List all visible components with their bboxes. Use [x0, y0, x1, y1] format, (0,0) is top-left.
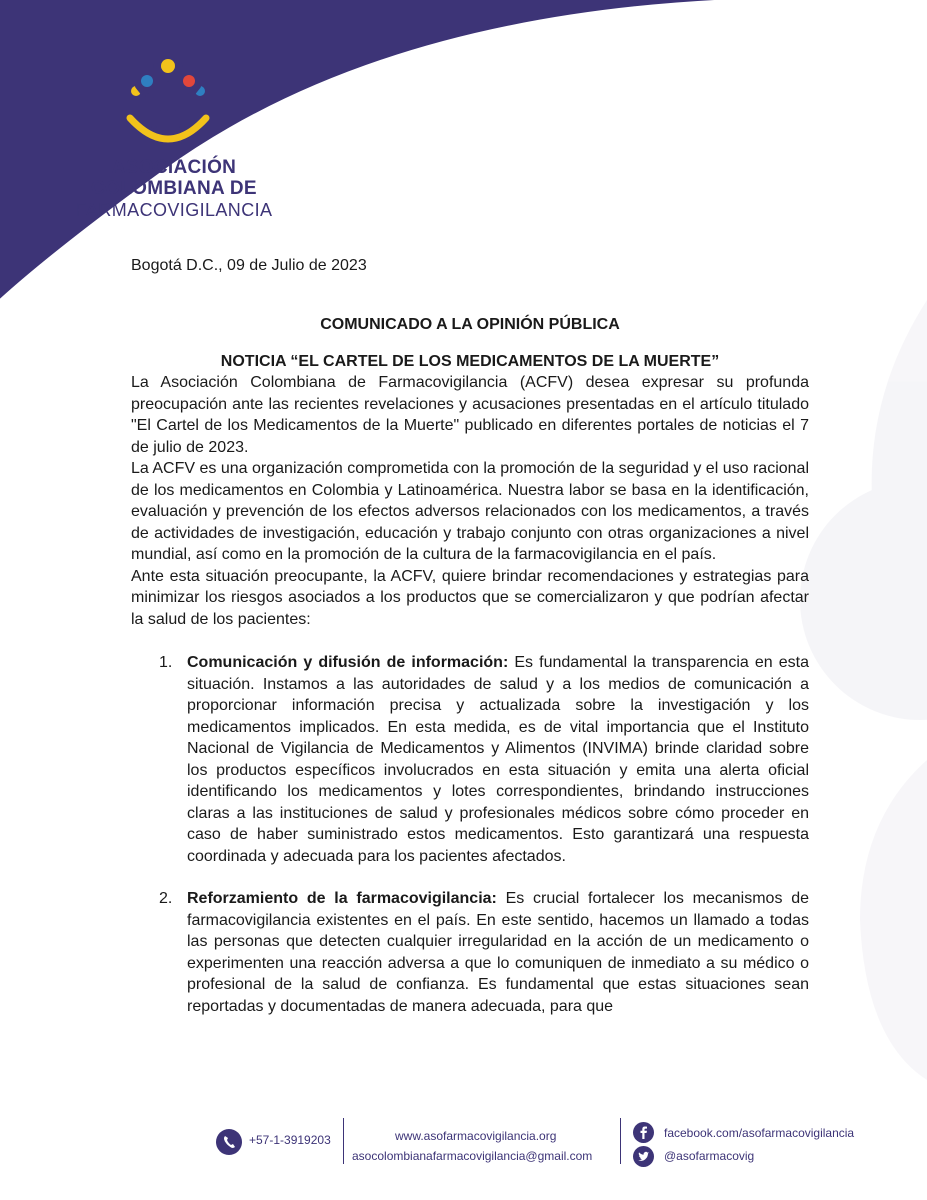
facebook-link[interactable]: facebook.com/asofarmacovigilancia	[664, 1126, 855, 1140]
footer-divider	[620, 1118, 621, 1164]
item-text: Es crucial fortalecer los mecanismos de farmacovigilancia existentes en el país. En este sentido, hacemos un llamado a todas las personas que detecten cualquier irregularidad en la acción de un medicamento o experimenten una reacción adversa a que lo comuniquen de inmediato a su médico o profesional de la salud de confianza. Es fundamental que estas situaciones sean reportadas y documentadas de manera adecuada, para que	[187, 890, 809, 1015]
letter-body	[131, 256, 809, 1017]
item-title: Reforzamiento de la farmacovigilancia:	[187, 890, 497, 907]
org-name	[70, 157, 278, 221]
org-logo	[118, 56, 218, 156]
watermark	[800, 300, 927, 1080]
item-text: Es fundamental la transparencia en esta situación. Instamos a las autoridades de salud y a los medios de comunicación a proporcionar información precisa y actualizada sobre la investigación y los medicamentos implicados. En esta medida, es de vital importancia que el Instituto Nacional de Vigilancia de Medicamentos y Alimentos (INVIMA) brinde claridad sobre los productos específicos involucrados en esta situación y emita una alerta oficial identificando los medicamentos y lotes correspondientes, brindando instrucciones claras a las instituciones de salud y profesionales médicos sobre cómo proceder en caso de haber suministrado estos medicamentos. Esto garantizará una respuesta coordinada y adecuada para los pacientes afectados.	[187, 654, 810, 865]
item-number: 2.	[159, 890, 173, 907]
letter-footer	[0, 1110, 927, 1170]
twitter-icon	[633, 1146, 654, 1167]
email-link[interactable]: asocolombianafarmacovigilancia@gmail.com	[352, 1149, 593, 1163]
recommendation-item	[131, 652, 809, 867]
paragraph: La ACFV es una organización comprometida con la promoción de la seguridad y el uso racional de los medicamentos en Colombia y Latinoamérica. Nuestra labor se basa en la identificación, evaluación y prevención de los efectos adversos relacionados con los medicamentos, a través de actividades de investigación, educación y trabajo conjunto con otras organizaciones a nivel mundial, así como en la promoción de la cultura de la farmacovigilancia en el país.	[131, 460, 809, 563]
letter-subheading: NOTICIA “EL CARTEL DE LOS MEDICAMENTOS DE LA MUERTE”	[220, 353, 720, 370]
facebook-icon	[633, 1122, 654, 1143]
paragraph: La Asociación Colombiana de Farmacovigilancia (ACFV) desea expresar su profunda preocupación ante las recientes revelaciones y acusaciones presentadas en el artículo titulado "El Cartel de los Medicamentos de la Muerte" publicado en diferentes portales de noticias el 7 de julio de 2023.	[131, 374, 809, 456]
twitter-link[interactable]: @asofarmacovig	[664, 1149, 755, 1163]
website-link[interactable]: www.asofarmacovigilancia.org	[395, 1129, 557, 1143]
recommendations-list	[131, 652, 809, 1017]
letter-date: Bogotá D.C., 09 de Julio de 2023	[131, 257, 367, 274]
footer-divider	[343, 1118, 344, 1164]
phone-icon	[216, 1129, 242, 1155]
phone-number: +57-1-3919203	[249, 1133, 331, 1147]
corner-swoosh	[0, 0, 735, 300]
recommendation-item	[131, 888, 809, 1017]
org-name-line2: COLOMBIANA DE	[91, 178, 257, 199]
letter-heading: COMUNICADO A LA OPINIÓN PÚBLICA	[320, 316, 620, 333]
org-name-line3: FARMACOVIGILANCIA	[75, 200, 273, 220]
item-number: 1.	[159, 654, 173, 671]
org-name-line1: ASOCIACIÓN	[111, 157, 237, 178]
item-title: Comunicación y difusión de información:	[187, 654, 509, 671]
paragraph: Ante esta situación preocupante, la ACFV, quiere brindar recomendaciones y estrategias para minimizar los riesgos asociados a los productos que se comercializaron y que podrían afectar la salud de los pacientes:	[131, 567, 809, 628]
